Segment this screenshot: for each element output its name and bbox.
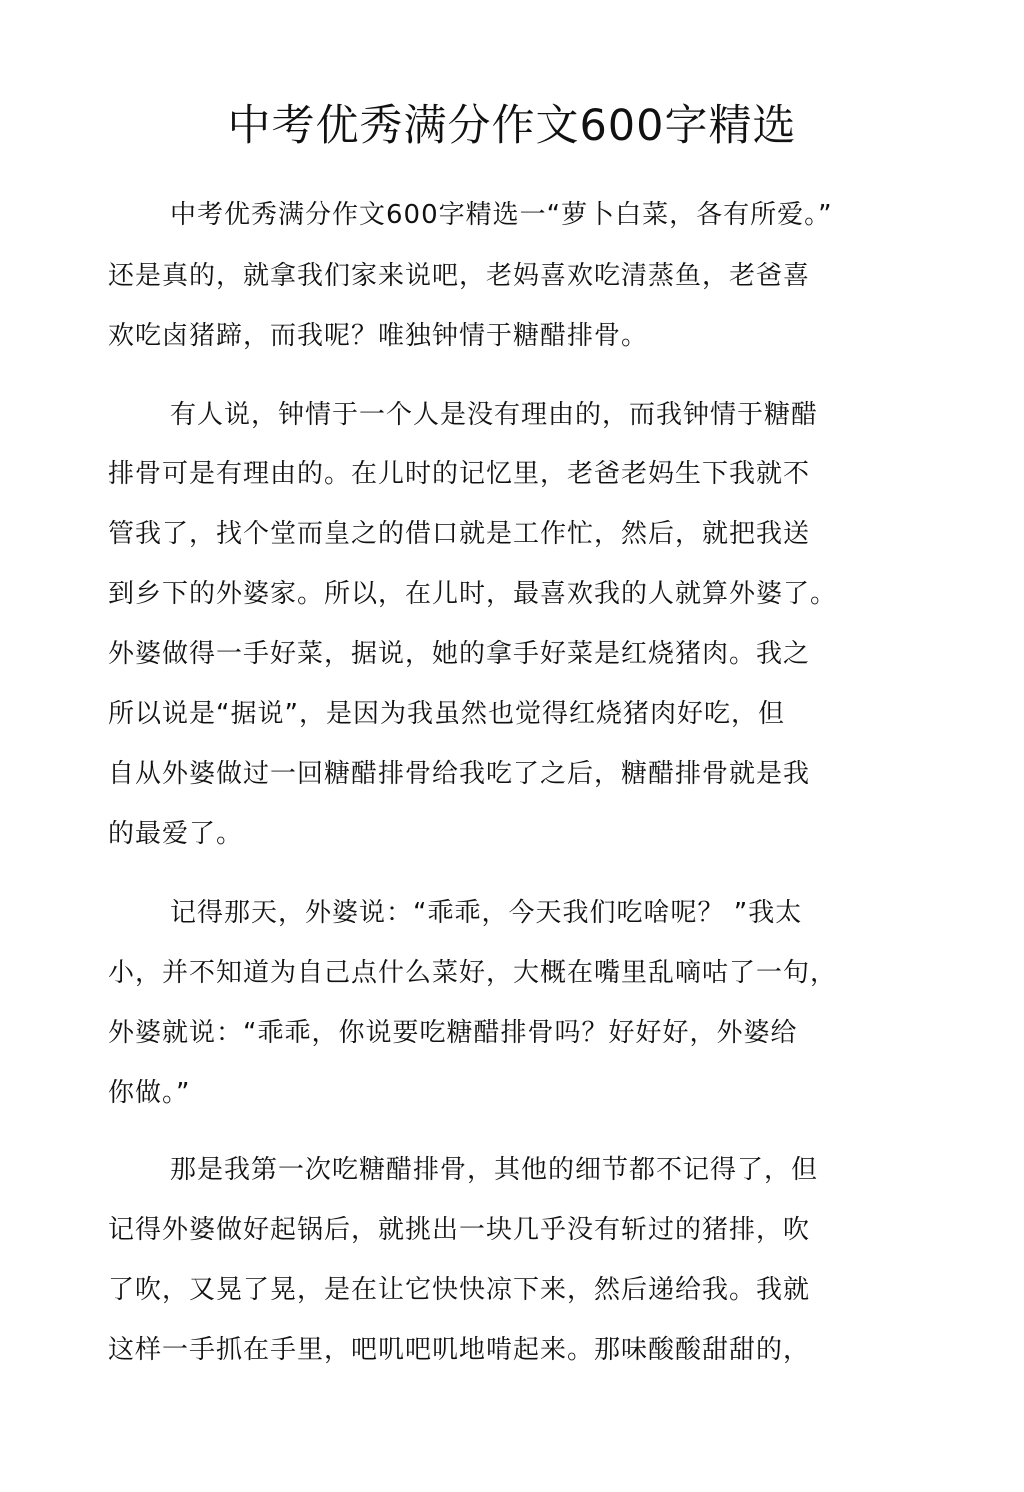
- paragraph-line: 所以说是“据说”，是因为我虽然也觉得红烧猪肉好吃，但: [108, 699, 785, 729]
- paragraph-line: 你做。”: [108, 1078, 191, 1108]
- paragraph-line: 自从外婆做过一回糖醋排骨给我吃了之后，糖醋排骨就是我: [108, 759, 811, 789]
- paragraph-line: 这样一手抓在手里，吧叽吧叽地啃起来。那味酸酸甜甜的，: [108, 1335, 811, 1365]
- paragraph-line: 的最爱了。: [108, 819, 244, 849]
- paragraph-line: 到乡下的外婆家。所以，在儿时，最喜欢我的人就算外婆了。: [108, 579, 838, 609]
- paragraph-line: 管我了，找个堂而皇之的借口就是工作忙，然后，就把我送: [108, 519, 811, 549]
- paragraph-line: 记得外婆做好起锅后，就挑出一块几乎没有斩过的猪排，吹: [108, 1215, 811, 1245]
- paragraph-line: 还是真的，就拿我们家来说吧，老妈喜欢吃清蒸鱼，老爸喜: [108, 261, 811, 291]
- paragraph-line: 有人说，钟情于一个人是没有理由的，而我钟情于糖醋: [170, 400, 819, 430]
- paragraph-line: 记得那天，外婆说：“乖乖，今天我们吃啥呢？ ”我太: [170, 898, 803, 928]
- paragraph-line: 欢吃卤猪蹄，而我呢？唯独钟情于糖醋排骨。: [108, 321, 649, 351]
- paragraph-line: 排骨可是有理由的。在儿时的记忆里，老爸老妈生下我就不: [108, 459, 811, 489]
- paragraph-line: 中考优秀满分作文600字精选一“萝卜白菜，各有所爱。”: [170, 200, 833, 230]
- document-title: 中考优秀满分作文600字精选: [227, 101, 797, 151]
- paragraph-line: 那是我第一次吃糖醋排骨，其他的细节都不记得了，但: [170, 1155, 819, 1185]
- paragraph-line: 外婆做得一手好菜，据说，她的拿手好菜是红烧猪肉。我之: [108, 639, 811, 669]
- paragraph-line: 外婆就说：“乖乖，你说要吃糖醋排骨吗？好好好，外婆给: [108, 1018, 798, 1048]
- paragraph-line: 小，并不知道为自己点什么菜好，大概在嘴里乱嘀咕了一句，: [108, 958, 838, 988]
- paragraph-line: 了吹，又晃了晃，是在让它快快凉下来，然后递给我。我就: [108, 1275, 811, 1305]
